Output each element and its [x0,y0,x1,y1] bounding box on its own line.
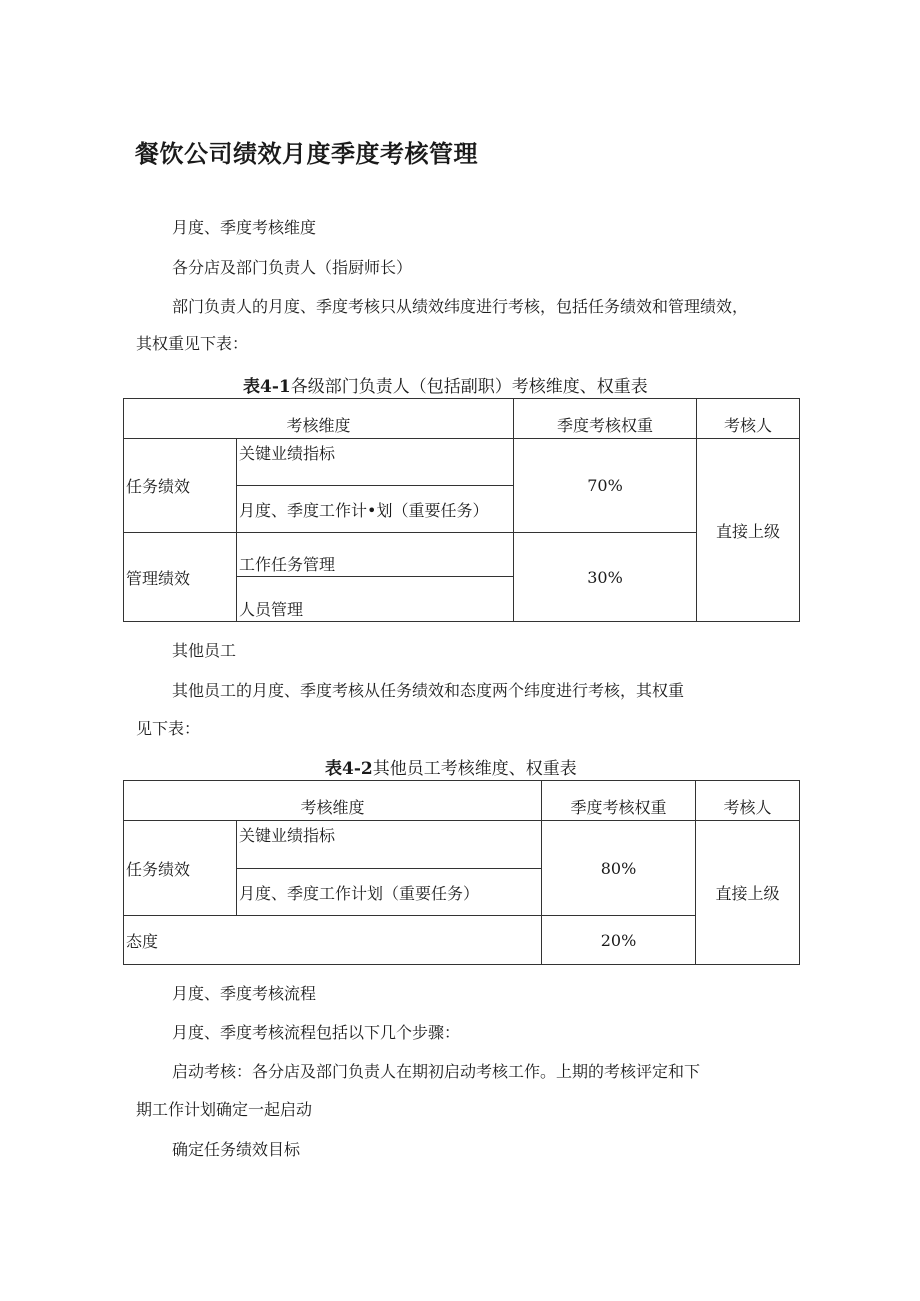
table2 [123,780,800,965]
header-dimension: 考核维度 [124,399,514,439]
table-row [124,439,800,486]
paragraph-line: 见下表： [136,719,201,738]
header-assessor: 考核人 [697,399,800,439]
header-assessor: 考核人 [696,781,800,821]
paragraph-line: 其他员工的月度、季度考核从任务绩效和态度两个纬度进行考核，其权重 [172,681,685,700]
weight-task: 70% [514,439,697,533]
header-weight: 季度考核权重 [514,399,697,439]
table-row [124,821,800,869]
paragraph-line: 启动考核：各分店及部门负责人在期初启动考核工作。上期的考核评定和下 [172,1062,701,1081]
group-task-performance: 任务绩效 [124,439,237,533]
table2-caption-text: 其他员工考核维度、权重表 [372,759,577,779]
assessor-cell: 直接上级 [696,821,800,965]
weight-task: 80% [542,821,696,916]
paragraph-line: 其权重见下表： [136,334,249,353]
group-management-performance: 管理绩效 [124,533,237,622]
paragraph-line: 部门负责人的月度、季度考核只从绩效纬度进行考核，包括任务绩效和管理绩效， [172,297,749,316]
item-work-plan: 月度、季度工作计划（重要任务） [237,869,542,916]
table1-caption-text: 各级部门负责人（包括副职）考核维度、权重表 [290,377,648,397]
item-kpi: 关键业绩指标 [237,439,514,486]
weight-attitude: 20% [542,916,696,965]
table2-caption [325,758,577,780]
table1 [123,398,800,622]
header-dimension: 考核维度 [124,781,542,821]
assessor-cell: 直接上级 [697,439,800,622]
section-heading: 月度、季度考核流程 [172,984,317,1003]
subsection-heading: 各分店及部门负责人（指厨师长） [172,258,413,277]
group-task-performance: 任务绩效 [124,821,237,916]
paragraph-line: 确定任务绩效目标 [172,1140,301,1159]
section-heading: 月度、季度考核维度 [172,218,317,237]
item-kpi: 关键业绩指标 [237,821,542,869]
table-header-row [124,781,800,821]
weight-management: 30% [514,533,697,622]
item-staff-management: 人员管理 [237,577,514,622]
document-title: 餐饮公司绩效月度季度考核管理 [135,140,478,168]
table1-caption [243,376,648,398]
item-work-plan: 月度、季度工作计•划（重要任务） [237,486,514,533]
item-task-management: 工作任务管理 [237,533,514,577]
header-weight: 季度考核权重 [542,781,696,821]
subsection-heading: 其他员工 [172,641,237,660]
table2-caption-number: 表4-2 [325,759,373,779]
table-header-row [124,399,800,439]
group-attitude: 态度 [124,916,542,965]
paragraph-line: 月度、季度考核流程包括以下几个步骤： [172,1023,461,1042]
table1-caption-number: 表4-1 [243,377,291,397]
paragraph-line: 期工作计划确定一起启动 [136,1100,313,1119]
